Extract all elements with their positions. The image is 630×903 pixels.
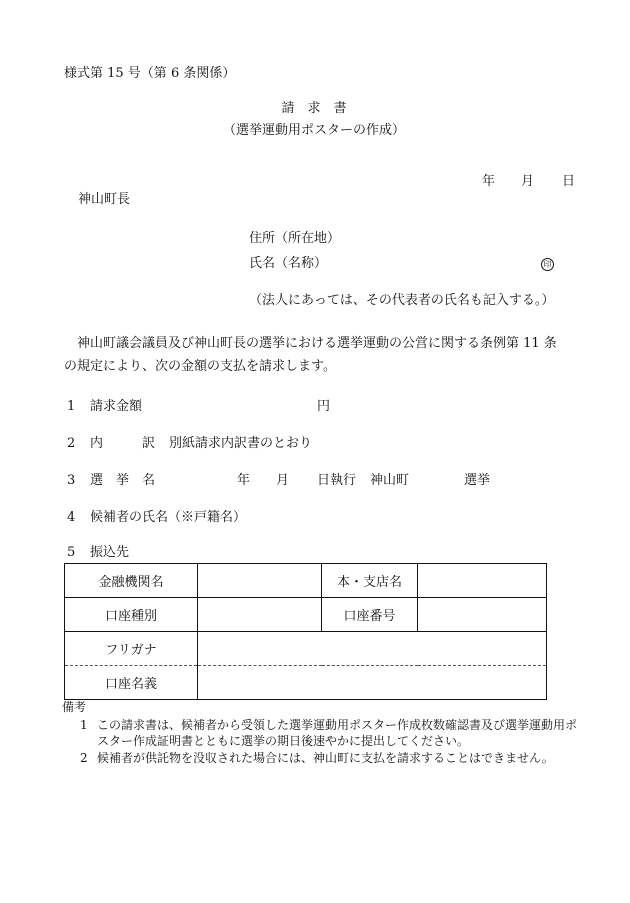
seal-mark: 印 — [541, 258, 554, 271]
election-label-c: 名 — [142, 473, 156, 488]
corporate-note: （法人にあっては、その代表者の氏名も記入する。） — [249, 293, 555, 308]
furigana-label: フリガナ — [65, 632, 198, 666]
election-label-b: 挙 — [116, 473, 130, 488]
amount-label: 請求金額 — [90, 399, 143, 414]
bank-row-institution — [65, 564, 547, 598]
note-2-line-1: 候補者が供託物を没収された場合には、神山町に支払を請求することはできません。 — [97, 751, 554, 765]
bank-row-account — [65, 598, 547, 632]
item-2-number: 2 — [67, 436, 76, 451]
furigana-value[interactable] — [198, 632, 547, 666]
election-label-a: 選 — [90, 473, 104, 488]
account-number-label: 口座番号 — [322, 598, 418, 632]
bank-row-holder — [65, 666, 547, 700]
candidate-name-label: 候補者の氏名（※戸籍名） — [90, 510, 247, 525]
address-label: 住所（所在地） — [249, 231, 341, 246]
item-1-number: 1 — [67, 399, 76, 414]
name-label: 氏名（名称） — [249, 256, 328, 271]
institution-value[interactable] — [198, 564, 322, 598]
note-1-line-2: スター作成証明書とともに選挙の期日後速やかに提出してください。 — [97, 734, 470, 748]
account-type-label: 口座種別 — [65, 598, 198, 632]
notes-title: 備考 — [62, 700, 87, 714]
note-1-line-1: この請求書は、候補者から受領した選挙運動用ポスター作成枚数確認書及び選挙運動用ポ — [97, 718, 578, 732]
body-text-line-1: 神山町議会議員及び神山町長の選挙における選挙運動の公営に関する条例第 11 条 — [77, 336, 557, 351]
item-5-number: 5 — [67, 545, 76, 560]
bank-transfer-table — [64, 563, 547, 700]
institution-label: 金融機関名 — [65, 564, 198, 598]
document-subtitle: （選挙運動用ポスターの作成） — [222, 123, 406, 138]
amount-unit: 円 — [317, 399, 331, 414]
note-2-number: 2 — [80, 751, 88, 765]
item-3-number: 3 — [67, 473, 76, 488]
bank-row-furigana — [65, 632, 547, 666]
transfer-label: 振込先 — [90, 545, 130, 560]
breakdown-label-a: 内 — [90, 436, 104, 451]
date-year: 年 — [482, 174, 496, 189]
date-day: 日 — [562, 174, 576, 189]
account-type-value[interactable] — [198, 598, 322, 632]
election-month: 月 — [276, 473, 290, 488]
election-word: 選挙 — [464, 473, 491, 488]
breakdown-value: 別紙請求内訳書のとおり — [169, 436, 313, 451]
document-title: 請 求 書 — [281, 101, 347, 116]
date-month: 月 — [521, 174, 535, 189]
account-number-value[interactable] — [418, 598, 547, 632]
election-town: 神山町 — [370, 473, 410, 488]
election-executed: 日執行 — [317, 473, 357, 488]
note-1-number: 1 — [80, 718, 88, 732]
branch-label: 本・支店名 — [322, 564, 418, 598]
election-year: 年 — [237, 473, 251, 488]
branch-value[interactable] — [418, 564, 547, 598]
addressee: 神山町長 — [78, 192, 131, 207]
item-4-number: 4 — [67, 510, 76, 525]
holder-label: 口座名義 — [65, 666, 198, 700]
body-text-line-2: の規定により、次の金額の支払を請求します。 — [64, 359, 336, 374]
holder-value[interactable] — [198, 666, 547, 700]
breakdown-label-b: 訳 — [142, 436, 156, 451]
form-number: 様式第 15 号（第 6 条関係） — [64, 66, 236, 81]
